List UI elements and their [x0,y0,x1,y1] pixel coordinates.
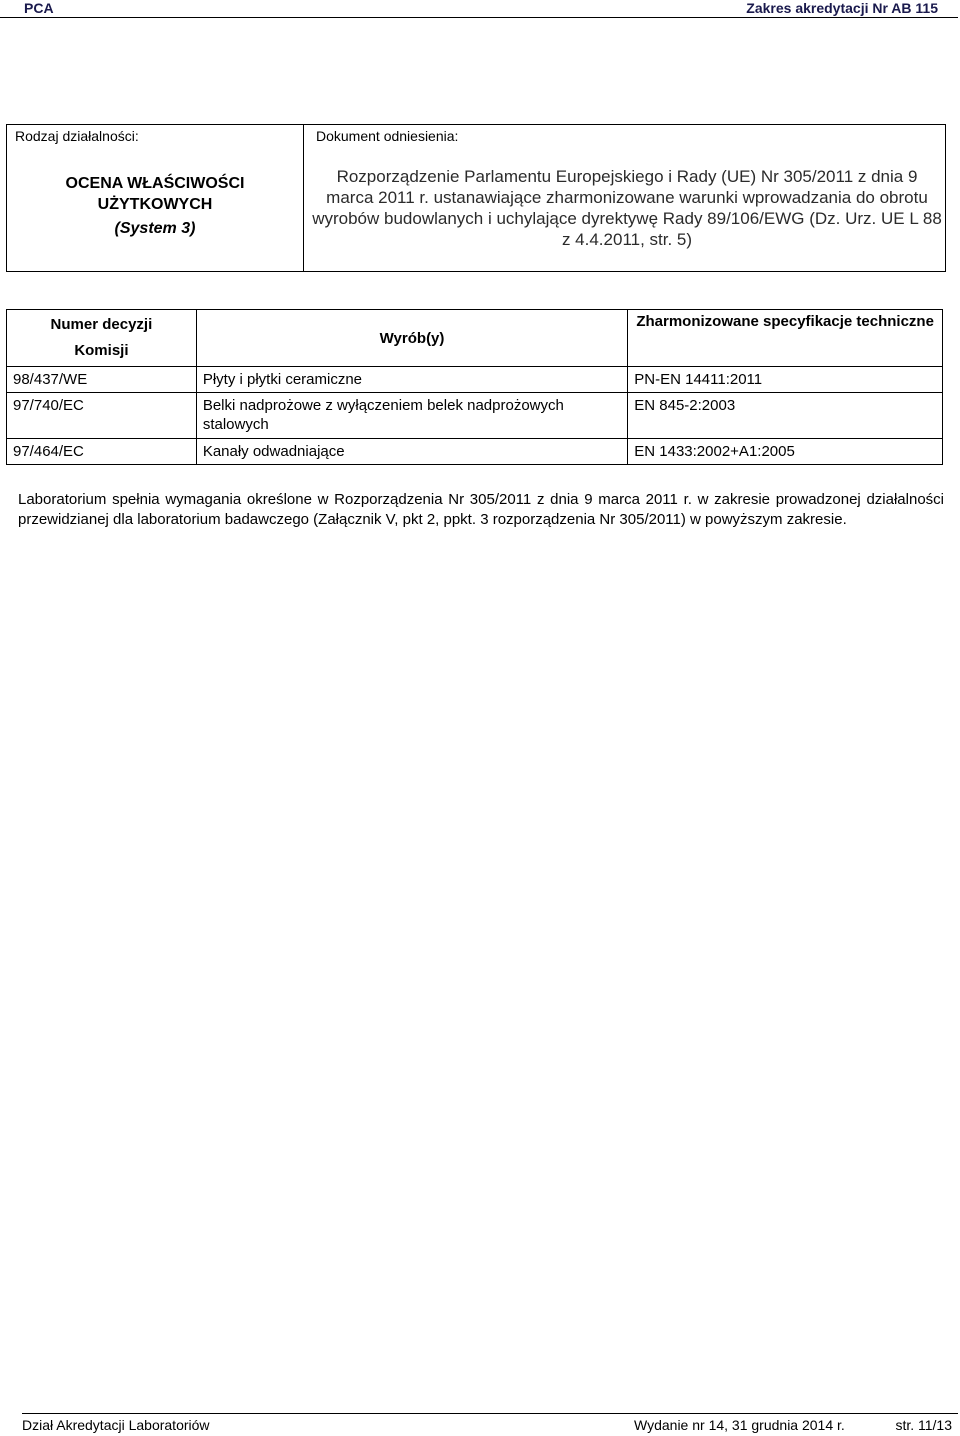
footer-rule [22,1413,958,1414]
cell-spec: EN 1433:2002+A1:2005 [628,439,943,465]
page-header [14,0,948,16]
header-spec: Zharmonizowane specyfikacje techniczne [628,310,943,367]
cell-decision: 97/464/EC [7,439,197,465]
activity-label: Rodzaj działalności: [15,128,139,144]
table-row [7,393,943,439]
footer-department: Dział Akredytacji Laboratoriów [22,1417,210,1433]
footer-edition: Wydanie nr 14, 31 grudnia 2014 r. [634,1417,845,1433]
activity-value [7,173,303,239]
reference-divider [303,125,304,271]
document-label: Dokument odniesienia: [316,128,459,144]
header-scope-title: Zakres akredytacji Nr AB 115 [746,0,938,16]
cell-product: Belki nadprożowe z wyłączeniem belek nadprożowych stalowych [196,393,627,439]
cell-product: Kanały odwadniające [196,439,627,465]
header-decision [7,310,197,367]
compliance-statement: Laboratorium spełnia wymagania określone w Rozporządzenia Nr 305/2011 z dnia 9 marca 2011 r. w zakresie prowadzonej działalności przewidzianej dla laboratorium badawczego (Załącznik V, pkt 2, ppkt. 3 rozporządzenia Nr 305/2011) w powyższym zakresie. [18,491,944,528]
header-decision-line2: Komisji [74,342,129,359]
cell-product: Płyty i płytki ceramiczne [196,367,627,393]
activity-line1: OCENA WŁAŚCIWOŚCI [65,175,245,192]
cell-decision: 97/740/EC [7,393,197,439]
document-text: Rozporządzenie Parlamentu Europejskiego i Rady (UE) Nr 305/2011 z dnia 9 marca 2011 r. ustanawiające zharmonizowane warunki wprowadzania do obrotu wyrobów budowlanych i uchylające dyrektywę Rady 89/106/EWG (Dz. Urz. UE L 88 z 4.4.2011, str. 5) [312,167,942,249]
header-rule [0,17,958,18]
cell-spec: PN-EN 14411:2011 [628,367,943,393]
table-header-row [7,310,943,367]
cell-spec: EN 845-2:2003 [628,393,943,439]
header-decision-line1: Numer decyzji [50,316,153,333]
reference-box [6,124,946,272]
activity-line2: UŻYTKOWYCH [97,196,213,213]
table-row [7,367,943,393]
cell-decision: 98/437/WE [7,367,197,393]
table-row [7,439,943,465]
header-product: Wyrób(y) [196,310,627,367]
decisions-table [6,309,943,465]
activity-system: (System 3) [114,220,196,237]
header-org: PCA [24,0,54,16]
footer-page-number: str. 11/13 [895,1417,952,1433]
